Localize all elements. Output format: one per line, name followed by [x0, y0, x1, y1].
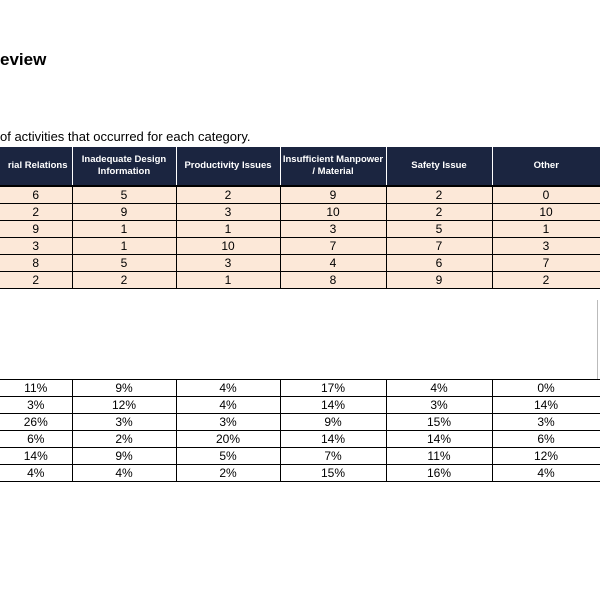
- table-cell: 2: [386, 204, 492, 221]
- table-cell: 12%: [72, 397, 176, 414]
- table-cell: 2%: [176, 465, 280, 482]
- table-cell: 3%: [176, 414, 280, 431]
- table-cell: 17%: [280, 380, 386, 397]
- table-row: [0, 465, 600, 482]
- table-cell: 5: [72, 255, 176, 272]
- table-cell: 14%: [492, 397, 600, 414]
- table-cell: 3%: [0, 397, 72, 414]
- table-cell: 26%: [0, 414, 72, 431]
- table-cell: 1: [176, 272, 280, 289]
- table-cell: 15%: [280, 465, 386, 482]
- header-cell: Other: [492, 147, 600, 186]
- table-cell: 10: [176, 238, 280, 255]
- table-cell: 7: [280, 238, 386, 255]
- table-cell: 14%: [280, 431, 386, 448]
- header-cell: Insufficient Manpower / Material: [280, 147, 386, 186]
- table-cell: 0%: [492, 380, 600, 397]
- table-cell: 9%: [280, 414, 386, 431]
- table-caption: of activities that occurred for each category.: [0, 129, 251, 144]
- table-cell: 2: [386, 186, 492, 204]
- table-cell: 5: [386, 221, 492, 238]
- table-cell: 10: [280, 204, 386, 221]
- header-cell: Safety Issue: [386, 147, 492, 186]
- page-title: eview: [0, 50, 47, 69]
- table-cell: 14%: [0, 448, 72, 465]
- table-cell: 1: [72, 238, 176, 255]
- table-cell: 2: [492, 272, 600, 289]
- table-cell: 14%: [280, 397, 386, 414]
- table-row: [0, 221, 600, 238]
- activity-count-table: [0, 147, 600, 289]
- table-cell: 4: [280, 255, 386, 272]
- table-cell: 2: [0, 272, 72, 289]
- header-cell: Productivity Issues: [176, 147, 280, 186]
- table-cell: 8: [0, 255, 72, 272]
- table-cell: 5%: [176, 448, 280, 465]
- table-row: [0, 448, 600, 465]
- table-cell: 11%: [386, 448, 492, 465]
- header-row: [0, 147, 600, 186]
- table-cell: 20%: [176, 431, 280, 448]
- table-cell: 7: [492, 255, 600, 272]
- table-cell: 12%: [492, 448, 600, 465]
- header-cell: rial Relations: [0, 147, 72, 186]
- table-cell: 9: [72, 204, 176, 221]
- table-cell: 1: [492, 221, 600, 238]
- table-cell: 2: [176, 186, 280, 204]
- table-cell: 4%: [386, 380, 492, 397]
- table-cell: 6: [386, 255, 492, 272]
- table-cell: 9%: [72, 380, 176, 397]
- table-row: [0, 380, 600, 397]
- table-cell: 3: [280, 221, 386, 238]
- table-row: [0, 204, 600, 221]
- table-cell: 6%: [492, 431, 600, 448]
- table-cell: 2: [0, 204, 72, 221]
- table-row: [0, 272, 600, 289]
- table-cell: 2: [72, 272, 176, 289]
- table-cell: 3: [176, 255, 280, 272]
- table-row: [0, 238, 600, 255]
- table-cell: 3%: [72, 414, 176, 431]
- table-cell: 3%: [492, 414, 600, 431]
- table-cell: 3: [0, 238, 72, 255]
- table-cell: 4%: [176, 397, 280, 414]
- header-cell: Inadequate Design Information: [72, 147, 176, 186]
- table-cell: 9: [386, 272, 492, 289]
- table-cell: 9: [0, 221, 72, 238]
- table-cell: 1: [176, 221, 280, 238]
- table-cell: 4%: [72, 465, 176, 482]
- table-cell: 2%: [72, 431, 176, 448]
- table-cell: 16%: [386, 465, 492, 482]
- activity-percent-table: [0, 379, 600, 482]
- table-cell: 3: [492, 238, 600, 255]
- table-cell: 6%: [0, 431, 72, 448]
- table-cell: 4%: [0, 465, 72, 482]
- table-cell: 4%: [492, 465, 600, 482]
- table-cell: 1: [72, 221, 176, 238]
- table-cell: 5: [72, 186, 176, 204]
- table-row: [0, 397, 600, 414]
- table-cell: 4%: [176, 380, 280, 397]
- table-cell: 9%: [72, 448, 176, 465]
- table-cell: 3%: [386, 397, 492, 414]
- table-row: [0, 431, 600, 448]
- table-row: [0, 255, 600, 272]
- table-cell: 0: [492, 186, 600, 204]
- table-cell: 6: [0, 186, 72, 204]
- table-row: [0, 414, 600, 431]
- table-cell: 14%: [386, 431, 492, 448]
- table-cell: 15%: [386, 414, 492, 431]
- table-cell: 10: [492, 204, 600, 221]
- table-cell: 7%: [280, 448, 386, 465]
- table-cell: 3: [176, 204, 280, 221]
- table-cell: 9: [280, 186, 386, 204]
- table-cell: 8: [280, 272, 386, 289]
- table-cell: 7: [386, 238, 492, 255]
- table-cell: 11%: [0, 380, 72, 397]
- table-row: [0, 186, 600, 204]
